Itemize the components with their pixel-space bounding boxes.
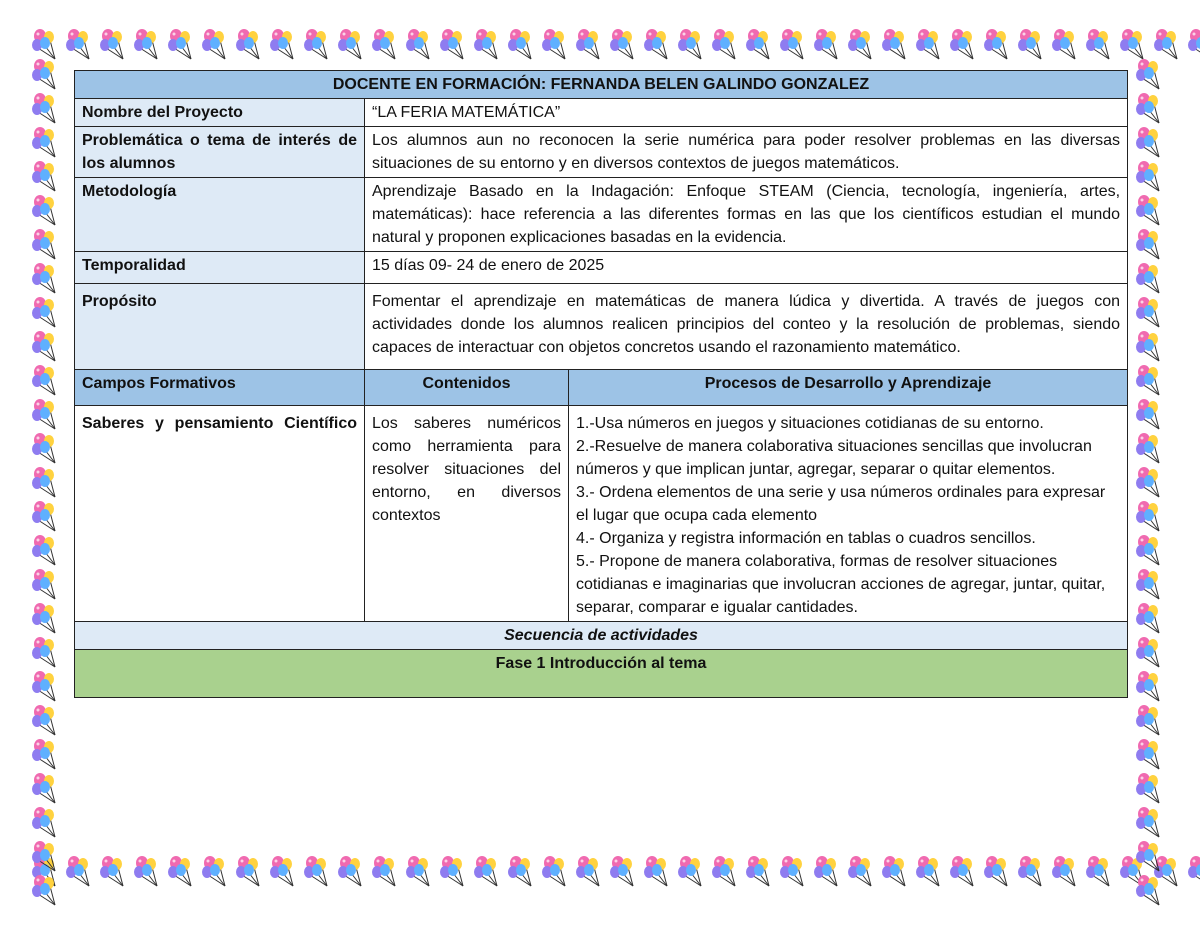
balloon-icon [268, 855, 302, 899]
balloon-icon [30, 126, 66, 160]
balloon-icon [30, 568, 66, 602]
balloon-icon [710, 28, 744, 72]
balloon-icon [30, 636, 66, 670]
balloon-icon [30, 432, 66, 466]
table-row [75, 284, 1128, 370]
balloon-icon [642, 855, 676, 899]
table-row [75, 406, 1128, 622]
balloon-icon [1050, 28, 1084, 72]
methodology-label: Metodología [75, 178, 365, 252]
balloon-icon [166, 855, 200, 899]
balloon-icon [30, 92, 66, 126]
balloon-icon [30, 296, 66, 330]
balloon-icon [30, 466, 66, 500]
balloon-icon [30, 670, 66, 704]
sequence-row [75, 622, 1128, 650]
teacher-title: DOCENTE EN FORMACIÓN: FERNANDA BELEN GALINDO GONZALEZ [75, 71, 1128, 99]
balloon-icon [30, 874, 66, 908]
project-name-value: “LA FERIA MATEMÁTICA” [365, 99, 1128, 127]
campo-formativo [75, 406, 365, 622]
balloon-icon [1050, 855, 1084, 899]
balloon-icon [1134, 364, 1170, 398]
table-row [75, 178, 1128, 252]
balloon-icon [472, 28, 506, 72]
campo-formativo-text: Saberes y pensamiento Científico [82, 415, 357, 432]
balloon-icon [1016, 28, 1050, 72]
balloon-icon [744, 28, 778, 72]
balloon-icon [880, 855, 914, 899]
balloon-icon [438, 28, 472, 72]
phase-row [75, 650, 1128, 698]
balloon-icon [30, 160, 66, 194]
balloon-icon [744, 855, 778, 899]
balloon-icon [1134, 228, 1170, 262]
balloon-icon [30, 534, 66, 568]
balloon-icon [30, 262, 66, 296]
balloon-icon [1134, 92, 1170, 126]
balloon-icon [676, 855, 710, 899]
balloon-icon [1134, 58, 1170, 92]
balloon-icon [812, 28, 846, 72]
balloon-border-top [30, 28, 1170, 72]
balloon-icon [1134, 806, 1170, 840]
balloon-icon [1134, 670, 1170, 704]
balloon-icon [778, 855, 812, 899]
balloon-icon [30, 602, 66, 636]
balloon-icon [1134, 262, 1170, 296]
balloon-icon [1134, 500, 1170, 534]
balloon-border-bottom [30, 855, 1170, 899]
table-row [75, 99, 1128, 127]
timing-label: Temporalidad [75, 252, 365, 284]
header-row [75, 71, 1128, 99]
col-procesos: Procesos de Desarrollo y Aprendizaje [569, 370, 1128, 406]
balloon-icon [948, 855, 982, 899]
proceso-item: 1.-Usa números en juegos y situaciones cotidianas de su entorno. [576, 415, 1044, 432]
balloon-icon [982, 28, 1016, 72]
balloon-icon [336, 28, 370, 72]
balloon-icon [1134, 738, 1170, 772]
balloon-icon [404, 28, 438, 72]
balloon-icon [1134, 874, 1170, 908]
balloon-icon [540, 855, 574, 899]
balloon-icon [166, 28, 200, 72]
balloon-icon [1016, 855, 1050, 899]
proceso-item: 2.-Resuelve de manera colaborativa situaciones sencillas que involucran números y que implican juntar, agregar, separar o quitar elementos. [576, 438, 1092, 478]
balloon-icon [1134, 704, 1170, 738]
balloon-icon [30, 330, 66, 364]
problem-value: Los alumnos aun no reconocen la serie numérica para poder resolver problemas en las diversas situaciones de su entorno y en diversos contextos de juegos matemáticos. [365, 127, 1128, 178]
timing-value: 15 días 09- 24 de enero de 2025 [365, 252, 1128, 284]
balloon-icon [608, 28, 642, 72]
balloon-icon [200, 28, 234, 72]
balloon-icon [574, 28, 608, 72]
balloon-icon [302, 28, 336, 72]
balloon-icon [710, 855, 744, 899]
balloon-border-right [1134, 58, 1170, 858]
balloon-icon [1134, 398, 1170, 432]
balloon-icon [64, 28, 98, 72]
balloon-border-left [30, 58, 66, 858]
balloon-icon [608, 855, 642, 899]
balloon-icon [676, 28, 710, 72]
balloon-icon [30, 500, 66, 534]
balloon-icon [1134, 432, 1170, 466]
balloon-icon [132, 28, 166, 72]
balloon-icon [1134, 296, 1170, 330]
balloon-icon [1134, 772, 1170, 806]
balloon-icon [846, 28, 880, 72]
balloon-icon [812, 855, 846, 899]
balloon-icon [30, 738, 66, 772]
balloon-icon [540, 28, 574, 72]
balloon-icon [948, 28, 982, 72]
balloon-icon [98, 855, 132, 899]
balloon-icon [914, 855, 948, 899]
balloon-icon [1134, 466, 1170, 500]
proceso-item: 3.- Ordena elementos de una serie y usa números ordinales para expresar el lugar que ocupa cada elemento [576, 484, 1106, 524]
balloon-icon [1134, 602, 1170, 636]
col-campos: Campos Formativos [75, 370, 365, 406]
balloon-icon [438, 855, 472, 899]
contenido: Los saberes numéricos como herramienta para resolver situaciones del entorno, en diversos contextos [365, 406, 569, 622]
balloon-icon [30, 228, 66, 262]
project-name-label: Nombre del Proyecto [75, 99, 365, 127]
balloon-icon [30, 194, 66, 228]
balloon-icon [1134, 636, 1170, 670]
balloon-icon [30, 704, 66, 738]
balloon-icon [574, 855, 608, 899]
balloon-icon [506, 28, 540, 72]
balloon-icon [200, 855, 234, 899]
balloon-icon [1084, 855, 1118, 899]
sequence-title: Secuencia de actividades [75, 622, 1128, 650]
balloon-icon [404, 855, 438, 899]
balloon-icon [1134, 840, 1170, 874]
balloon-icon [302, 855, 336, 899]
balloon-icon [880, 28, 914, 72]
balloon-icon [132, 855, 166, 899]
balloon-icon [64, 855, 98, 899]
balloon-icon [982, 855, 1016, 899]
balloon-icon [1134, 568, 1170, 602]
problem-label: Problemática o tema de interés de los alumnos [75, 127, 365, 178]
balloon-icon [268, 28, 302, 72]
methodology-value: Aprendizaje Basado en la Indagación: Enfoque STEAM (Ciencia, tecnología, ingeniería, artes, matemáticas): hace referencia a las diferentes formas en las que los científicos estudian el mundo natural y proponen explicaciones basadas en la evidencia. [365, 178, 1128, 252]
balloon-icon [846, 855, 880, 899]
balloon-icon [778, 28, 812, 72]
balloon-icon [30, 840, 66, 874]
balloon-icon [30, 58, 66, 92]
table-row [75, 127, 1128, 178]
purpose-value: Fomentar el aprendizaje en matemáticas de manera lúdica y divertida. A través de juegos con actividades donde los alumnos realicen principios del conteo y la resolución de problemas, siendo capaces de interactuar con objetos concretos usando el razonamiento matemático. [365, 284, 1128, 370]
balloon-icon [914, 28, 948, 72]
balloon-icon [642, 28, 676, 72]
table-row [75, 252, 1128, 284]
balloon-icon [370, 28, 404, 72]
balloon-icon [30, 398, 66, 432]
balloon-icon [98, 28, 132, 72]
balloon-icon [30, 772, 66, 806]
balloon-icon [1134, 126, 1170, 160]
balloon-icon [234, 855, 268, 899]
balloon-icon [1084, 28, 1118, 72]
project-plan-table [74, 70, 1128, 698]
balloon-icon [472, 855, 506, 899]
col-contenidos: Contenidos [365, 370, 569, 406]
proceso-item: 4.- Organiza y registra información en tablas o cuadros sencillos. [576, 530, 1036, 547]
balloon-icon [506, 855, 540, 899]
balloon-icon [1186, 855, 1200, 899]
balloon-icon [336, 855, 370, 899]
phase-title: Fase 1 Introducción al tema [75, 650, 1128, 698]
procesos-list [569, 406, 1128, 622]
balloon-icon [1134, 534, 1170, 568]
balloon-icon [1186, 28, 1200, 72]
balloon-icon [1134, 160, 1170, 194]
purpose-label: Propósito [75, 284, 365, 370]
balloon-icon [30, 364, 66, 398]
columns-header-row [75, 370, 1128, 406]
proceso-item: 5.- Propone de manera colaborativa, formas de resolver situaciones cotidianas e imaginarias que involucran acciones de agregar, juntar, quitar, separar, comparar e igualar cantidades. [576, 553, 1106, 616]
balloon-icon [1134, 194, 1170, 228]
balloon-icon [1134, 330, 1170, 364]
balloon-icon [370, 855, 404, 899]
balloon-icon [30, 806, 66, 840]
balloon-icon [234, 28, 268, 72]
